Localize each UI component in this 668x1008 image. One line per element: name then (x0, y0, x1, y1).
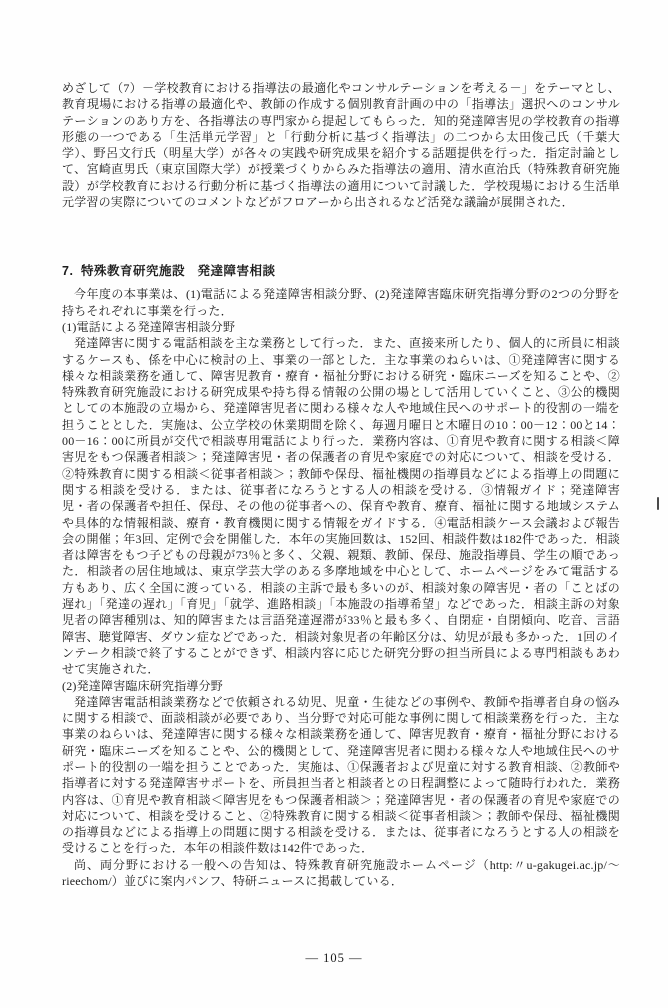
subheading-phone-consult-field: (1)電話による発達障害相談分野 (62, 319, 236, 334)
paragraph-public-notice: 尚、両分野における一般への告知は、特殊教育研究施設ホームページ（http:〃u-gakugei.ac.jp/～rieechom/）並びに案内パンフ、特研ニュースに掲載している． (62, 857, 620, 889)
page-number: ― 105 ― (305, 951, 363, 965)
document-content (62, 80, 620, 889)
scan-artifact-mark (657, 497, 659, 510)
paragraph-overview: 今年度の本事業は、(1)電話による発達障害相談分野、(2)発達障害臨床研究指導分野の2つの分野を持ちそれぞれに事業を行った． (62, 287, 620, 318)
section-heading (62, 262, 620, 280)
paragraph-phone-consult-field: 発達障害に関する電話相談を主な業務として行った．また、直接来所したり、個人的に所員に相談するケースも、係を中心に検討の上、事業の一部とした．主な事業のねらいは、①発達障害に関する様々な相談業務を通して、障害児教育・療育・福祉分野における研究・臨床ニーズを知ることや、②特殊教育研究施設における研究成果や持ち得る情報の公開の場として活用していくこと、③公的機関としての本施設の立場から、発達障害児者に関わる様々な人や地域住民へのサポート的役割の一端を担うこととした．実施は、公立学校の休業期間を除く、毎週月曜日と木曜日の10：00－12：00と14：00－16：00に所員が交代で相談専用電話により行った．業務内容は、①育児や教育に関する相談＜障害児をもつ保護者相談＞；発達障害児・者の保護者の育児や家庭での対応について、相談を受ける．②特殊教育に関する相談＜従事者相談＞；教師や保母、福祉機関の指導員などによる指導上の問題に関する相談を受ける．または、従事者になろうとする人の相談を受ける．③情報ガイド；発達障害児・者の保護者や担任、保母、その他の従事者への、保育や教育、療育、福祉に関する地域システムや具体的な情報相談、療育・教育機関に関する情報をガイドする．④電話相談ケース会議および報告会の開催；年3回、定例で会を開催した．本年の実施回数は、152回、相談件数は182件であった．相談者は障害をもつ子どもの母親が73％と多く、父親、親類、教師、保母、施設指導員、学生の順であった．相談者の居住地域は、東京学芸大学のある多摩地域を中心として、ホームページをみて電話する方もあり、広く全国に渡っている．相談の主訴で最も多いのが、相談対象の障害児・者の「ことばの遅れ」「発達の遅れ」「育児」「就学、進路相談」「本施設の指導希望」などであった．相談主訴の対象児者の障害種別は、知的障害または言語発達遅滞が33％と最も多く、自閉症・自閉傾向、吃音、言語障害、聴覚障害、ダウン症などであった．相談対象児者の年齢区分は、幼児が最も多かった．1回のインテーク相談で終了することができず、相談内容に応じた研究分野の担当所員による専門相談もあわせて実施された． (62, 336, 620, 677)
paragraph-conference-report: めざして（7）－学校教育における指導法の最適化やコンサルテーションを考える－」をテーマとし、教育現場における指導の最適化や、教師の作成する個別教育計画の中の「指導法」選択へのコンサルテーションのあり方を、各指導法の専門家から提起してもらった．知的発達障害児の学校教育の指導形態の一つである「生活単元学習」と「行動分析に基づく指導法」の二つから太田俊己氏（千葉大学）、野呂文行氏（明星大学）が各々の実践や研究成果を紹介する話題提供を行った．指定討論として、宮崎直男氏（東京国際大学）が授業づくりからみた指導法の適用、清水直治氏（特殊教育研究施設）が学校教育における行動分析に基づく指導法の適用について討議した．学校現場における生活単元学習の実際についてのコメントなどがフロアーから出されるなど活発な議論が展開された． (62, 81, 620, 210)
paragraph-clinical-guidance-field: 発達障害電話相談業務などで依頼される幼児、児童・生徒などの事例や、教師や指導者自身の悩みに関する相談で、面談相談が必要であり、当分野で対応可能な事例に関して相談業務を行った．主な事業のねらいは、発達障害に関する様々な相談業務を通して、障害児教育・療育・福祉分野における研究・臨床ニーズを知ることや、公的機関として、発達障害児者に関わる様々な人や地域住民へのサポート的役割の一端を担うことであった．実施は、①保護者および児童に対する教育相談、②教師や指導者に対する発達障害サポートを、所員担当者と相談者との日程調整によって随時行われた．業務内容は、①育児や教育相談＜障害児をもつ保護者相談＞；発達障害児・者の保護者の育児や家庭での対応について、相談を受けること、②特殊教育に関する相談＜従事者相談＞；教師や保母、福祉機関の指導員などによる指導上の問題に関する相談を受ける．または、従事者になろうとする人の相談を受けることを行った．本年の相談件数は142件であった． (62, 694, 620, 856)
subheading-clinical-guidance-field: (2)発達障害臨床研究指導分野 (62, 678, 223, 693)
section-title-topic: 発達障害相談 (197, 264, 276, 279)
section-number: 7. (62, 264, 74, 279)
section-title-facility: 特殊教育研究施設 (80, 264, 185, 279)
